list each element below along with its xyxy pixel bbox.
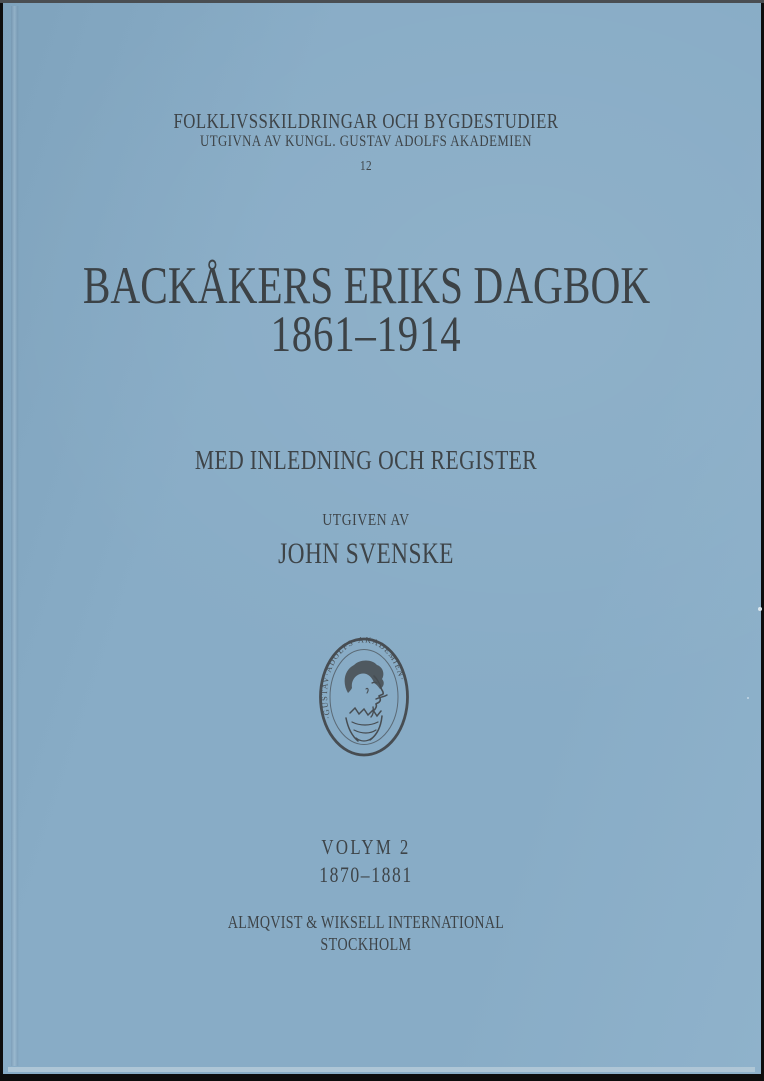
paper-speck	[747, 697, 749, 699]
gustav-adolf-medallion-icon	[317, 636, 411, 758]
volume-label: VOLYM 2	[321, 835, 411, 859]
portrait-hair	[345, 661, 384, 694]
cover-hinge-crease	[11, 6, 19, 1066]
page-block-edge	[8, 1067, 755, 1072]
series-number: 12	[360, 159, 372, 174]
edited-by-label: UTGIVEN AV	[322, 510, 410, 529]
book-cover	[3, 3, 761, 1074]
series-publisher: UTGIVNA AV KUNGL. GUSTAV ADOLFS AKADEMIEN	[199, 133, 533, 150]
book-title-years: 1861–1914	[270, 307, 462, 363]
seal-ring-text: ·GUSTAV·ADOLFS·AKADEMIEN·	[319, 636, 407, 721]
series-title: FOLKLIVSSKILDRINGAR OCH BYGDESTUDIER	[173, 109, 559, 133]
paper-speck	[758, 607, 762, 611]
scan-top-edge	[0, 0, 764, 3]
editor-name: JOHN SVENSKE	[278, 537, 454, 570]
book-title: BACKÅKERS ERIKS DAGBOK	[82, 257, 651, 315]
volume-years: 1870–1881	[319, 862, 413, 887]
publisher-city: STOCKHOLM	[320, 934, 412, 954]
publisher-name: ALMQVIST & WIKSELL INTERNATIONAL	[227, 912, 505, 932]
book-subtitle: MED INLEDNING OCH REGISTER	[194, 445, 538, 475]
